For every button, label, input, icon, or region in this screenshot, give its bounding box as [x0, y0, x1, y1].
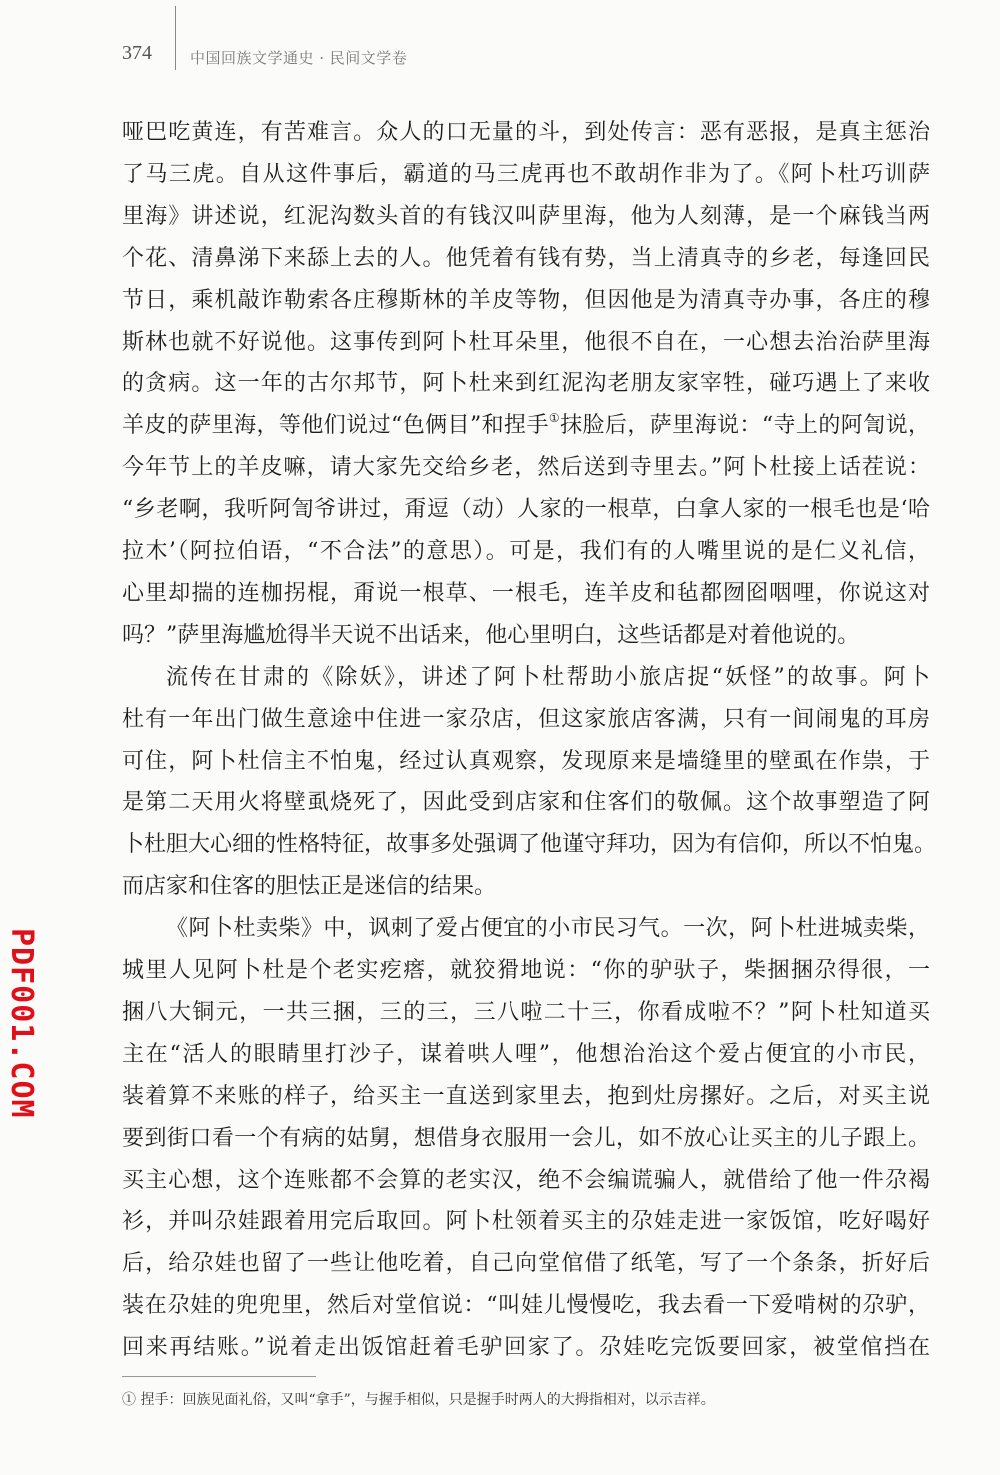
footnote-reference: ①: [548, 411, 561, 426]
text-line: 里海》讲述说，红泥沟数头首的有钱汉叫萨里海，他为人刻薄，是一个麻钱当两: [122, 203, 930, 229]
text-line: 拉木’（阿拉伯语，“不合法”的意思）。可是，我们有的人嘴里说的是仁义礼信，: [122, 539, 930, 564]
text-line: 城里人见阿卜杜是个老实疙瘩，就狡猾地说：“你的驴驮子，柴捆捆尕得很，一: [122, 958, 930, 983]
running-title: 中国回族文学通史 · 民间文学卷: [190, 49, 408, 67]
text-line: 个花、清鼻涕下来舔上去的人。他凭着有钱有势，当上清真寺的乡老，每逢回民: [122, 245, 930, 271]
text-line: 今年节上的羊皮嘛，请大家先交给乡老，然后送到寺里去。”阿卜杜接上话茬说：: [122, 455, 930, 481]
text-line: 的贪病。这一年的古尔邦节，阿卜杜来到红泥沟老朋友家宰牲，碰巧遇上了来收: [122, 371, 930, 397]
text-line: 斯林也就不好说他。这事传到阿卜杜耳朵里，他很不自在，一心想去治治萨里海: [122, 329, 930, 355]
text-segment: 羊皮的萨里海，等他们说过“色俩目”和捏手: [122, 413, 549, 439]
text-line: 吗？”萨里海尴尬得半天说不出话来，他心里明白，这些话都是对着他说的。: [122, 622, 860, 648]
text-line: 《阿卜杜卖柴》中，讽刺了爱占便宜的小市民习气。一次，阿卜杜进城卖柴，: [166, 916, 930, 942]
text-line: 而店家和住客的胆怯正是迷信的结果。: [122, 874, 497, 900]
text-line: 装在尕娃的兜兜里，然后对堂倌说：“叫娃儿慢慢吃，我去看一下爱啃树的尕驴，: [122, 1293, 930, 1319]
footnote-divider: [122, 1376, 316, 1377]
text-segment: 抹脸后，萨里海说：“寺上的阿訇说，: [560, 413, 931, 439]
text-line: 卜杜胆大心细的性格特征，故事多处强调了他谨守拜功，因为有信仰，所以不怕鬼。: [122, 832, 937, 858]
text-line: 后，给尕娃也留了一些让他吃着，自己向堂倌借了纸笔，写了一个条条，折好后: [122, 1251, 930, 1277]
text-line: 要到街口看一个有病的姑舅，想借身衣服用一会儿，如不放心让买主的儿子跟上。: [122, 1125, 930, 1151]
watermark-logo: PDF001.COM: [4, 928, 39, 1119]
text-line: 装着算不来账的样子，给买主一直送到家里去，抱到灶房摞好。之后，对买主说: [122, 1083, 930, 1109]
text-line: “乡老啊，我听阿訇爷讲过，甭逗（动）人家的一根草，白拿人家的一根毛也是‘哈: [122, 497, 930, 523]
text-line: 是第二天用火将壁虱烧死了，因此受到店家和住客们的敬佩。这个故事塑造了阿: [122, 790, 930, 816]
text-line: [122, 411, 930, 441]
text-line: 买主心想，这个连账都不会算的老实汉，绝不会编谎骗人，就借给了他一件尕褐: [122, 1167, 930, 1193]
text-line: 了马三虎。自从这件事后，霸道的马三虎再也不敢胡作非为了。《阿卜杜巧训萨: [122, 161, 930, 187]
text-line: 衫，并叫尕娃跟着用完后取回。阿卜杜领着买主的尕娃走进一家饭馆，吃好喝好: [122, 1209, 930, 1235]
text-line: 心里却揣的连枷拐棍，甭说一根草、一根毛，连羊皮和毡都囫囵咽哩，你说这对: [122, 580, 930, 606]
header-divider: [175, 6, 176, 70]
text-line: 杜有一年出门做生意途中住进一家尕店，但这家旅店客满，只有一间闹鬼的耳房: [122, 706, 930, 732]
text-line: 回来再结账。”说着走出饭馆赶着毛驴回家了。尕娃吃完饭要回家，被堂倌挡在: [122, 1335, 930, 1361]
text-line: 主在“活人的眼睛里打沙子，谋着哄人哩”，他想治治这个爱占便宜的小市民，: [122, 1041, 930, 1067]
text-line: 捆八大铜元，一共三捆，三的三，三八啦二十三，你看成啦不？”阿卜杜知道买: [122, 999, 930, 1025]
footnote: ① 捏手：回族见面礼俗，又叫“拿手”，与握手相似，只是握手时两人的大拇指相对，以示吉祥。: [122, 1392, 715, 1408]
text-line: 节日，乘机敲诈勒索各庄穆斯林的羊皮等物，但因他是为清真寺办事，各庄的穆: [122, 287, 930, 313]
text-line: 可住，阿卜杜信主不怕鬼，经过认真观察，发现原来是墙缝里的壁虱在作祟，于: [122, 748, 930, 774]
text-line: 流传在甘肃的《除妖》，讲述了阿卜杜帮助小旅店捉“妖怪”的故事。阿卜: [166, 664, 930, 690]
text-line: 哑巴吃黄连，有苦难言。众人的口无量的斗，到处传言：恶有恶报，是真主惩治: [122, 120, 930, 145]
page-number: 374: [122, 42, 152, 64]
